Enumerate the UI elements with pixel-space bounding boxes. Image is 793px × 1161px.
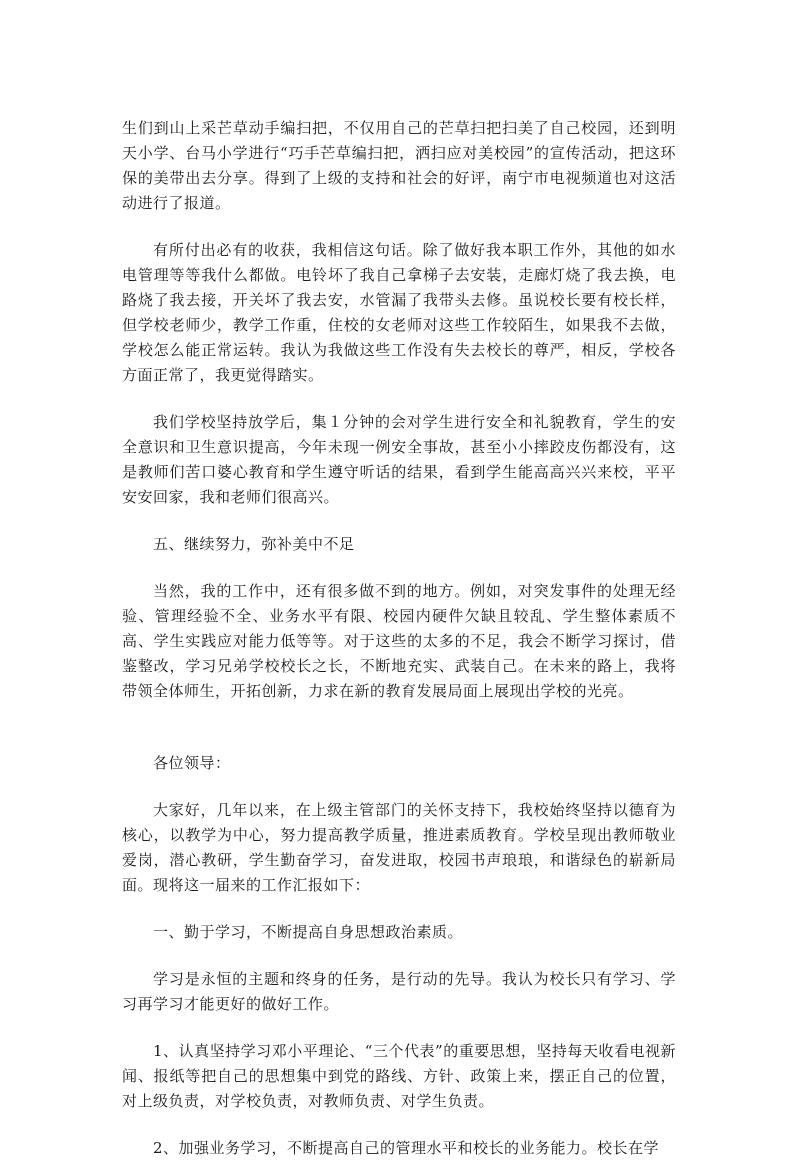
list-item-1: 1、认真坚持学习邓小平理论、“三个代表”的重要思想，坚持每天收看电视新闻、报纸等把自己的思想集中到党的路线、方针、政策上来，摆正自己的位置，对上级负责，对学校负责，对教师负责、对学生负责。 — [122, 1042, 676, 1110]
section-heading-5: 五、继续努力，弥补美中不足 — [153, 535, 355, 553]
paragraph-6: 学习是永恒的主题和终身的任务，是行动的先导。我认为校长只有学习、学习再学习才能更好的做好工作。 — [122, 970, 676, 1013]
salutation: 各位领导： — [153, 754, 231, 772]
section-heading-1: 一、勤于学习，不断提高自身思想政治素质。 — [153, 923, 464, 941]
document-page — [122, 116, 676, 1161]
paragraph-4: 当然，我的工作中，还有很多做不到的地方。例如，对突发事件的处理无经验、管理经验不全、业务水平有限、校园内硬件欠缺且较乱、学生整体素质不高、学生实践应对能力低等等。对于这些的太多的不足，我会不断学习探讨，借鉴整改，学习兄弟学校校长之长，不断地充实、武装自己。在未来的路上，我将带领全体师生，开拓创新，力求在新的教育发展局面上展现出学校的光亮。 — [122, 582, 676, 700]
paragraph-1: 生们到山上采芒草动手编扫把，不仅用自己的芒草扫把扫美了自己校园，还到明天小学、台马小学进行“巧手芒草编扫把，洒扫应对美校园”的宣传活动，把这环保的美带出去分享。得到了上级的支持和社会的好评，南宁市电视频道也对这活动进行了报道。 — [122, 119, 676, 212]
paragraph-5: 大家好，几年以来，在上级主管部门的关怀支持下，我校始终坚持以德育为核心，以教学为中心，努力提高教学质量，推进素质教育。学校呈现出教师敬业爱岗，潜心教研，学生勤奋学习，奋发进取，校园书声琅琅，和谐绿色的崭新局面。现将这一届来的工作汇报如下： — [122, 801, 676, 894]
list-item-2: 2、加强业务学习，不断提高自己的管理水平和校长的业务能力。校长在学 — [153, 1139, 660, 1157]
paragraph-3: 我们学校坚持放学后，集１分钟的会对学生进行安全和礼貌教育，学生的安全意识和卫生意识提高，今年未现一例安全事故，甚至小小摔跤皮伤都没有，这是教师们苦口婆心教育和学生遵守听话的结果，看到学生能高高兴兴来校，平平安安回家，我和老师们很高兴。 — [122, 413, 676, 506]
paragraph-2: 有所付出必有的收获，我相信这句话。除了做好我本职工作外，其他的如水电管理等等我什么都做。电铃坏了我自己拿梯子去安装，走廊灯烧了我去换，电路烧了我去接，开关坏了我去安，水管漏了我带头去修。虽说校长要有校长样，但学校老师少，教学工作重，住校的女老师对这些工作较陌生，如果我不去做，学校怎么能正常运转。我认为我做这些工作没有失去校长的尊严，相反，学校各方面正常了，我更觉得踏实。 — [122, 241, 676, 384]
